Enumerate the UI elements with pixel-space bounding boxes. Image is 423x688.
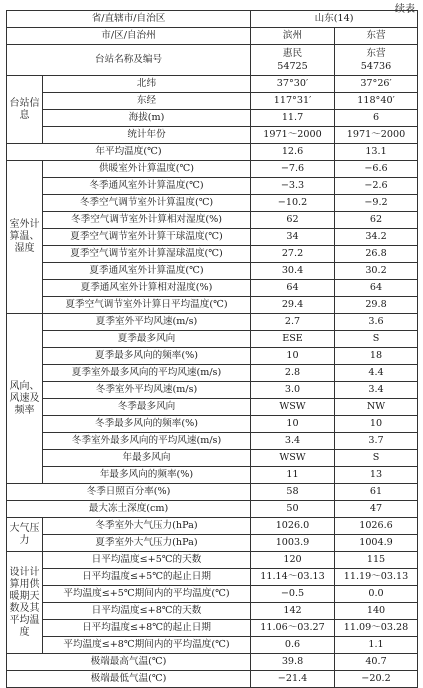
table-row — [7, 246, 418, 263]
value-cell: 142 — [251, 603, 335, 620]
value-cell: 18 — [335, 348, 418, 365]
table-row — [7, 416, 418, 433]
row-label: 夏季空气调节室外计算湿球温度(℃) — [43, 246, 251, 263]
table-row — [7, 365, 418, 382]
value-cell: 27.2 — [251, 246, 335, 263]
value-cell: 12.6 — [251, 144, 335, 161]
table-row — [7, 586, 418, 603]
table-row — [7, 637, 418, 654]
value-cell: −20.2 — [335, 671, 418, 688]
row-label: 日平均温度≤+5℃的起止日期 — [43, 569, 251, 586]
table-row — [7, 195, 418, 212]
value-cell: 3.0 — [251, 382, 335, 399]
value-cell: 62 — [335, 212, 418, 229]
value-cell: WSW — [251, 399, 335, 416]
row-label: 平均温度≤+5℃期间内的平均温度(℃) — [43, 586, 251, 603]
row-label: 供暖室外计算温度(℃) — [43, 161, 251, 178]
city-label: 市/区/自治州 — [7, 28, 251, 45]
city-cell: 滨州 — [251, 28, 335, 45]
value-cell: 29.8 — [335, 297, 418, 314]
value-cell: S — [335, 450, 418, 467]
table-row — [7, 348, 418, 365]
value-cell: 62 — [251, 212, 335, 229]
table-row — [7, 399, 418, 416]
value-cell: 1.1 — [335, 637, 418, 654]
row-label: 夏季通风室外计算相对湿度(%) — [43, 280, 251, 297]
value-cell: 61 — [335, 484, 418, 501]
row-label: 冬季通风室外计算温度(℃) — [43, 178, 251, 195]
category-label: 风向、风速及频率 — [7, 314, 43, 484]
row-label: 冬季室外平均风速(m/s) — [43, 382, 251, 399]
table-row — [7, 382, 418, 399]
table-row — [7, 229, 418, 246]
row-label: 夏季通风室外计算温度(℃) — [43, 263, 251, 280]
table-row — [7, 535, 418, 552]
table-row — [7, 501, 418, 518]
row-label: 夏季室外大气压力(hPa) — [43, 535, 251, 552]
value-cell: −2.6 — [335, 178, 418, 195]
value-cell: 37°30′ — [251, 76, 335, 93]
row-label: 冬季最多风向的频率(%) — [43, 416, 251, 433]
value-cell: 3.4 — [251, 433, 335, 450]
value-cell: 115 — [335, 552, 418, 569]
row-label: 日平均温度≤+8℃的天数 — [43, 603, 251, 620]
row-label: 极端最低气温(℃) — [7, 671, 251, 688]
row-label: 年最多风向的频率(%) — [43, 467, 251, 484]
value-cell: 30.2 — [335, 263, 418, 280]
category-label: 室外计算温、湿度 — [7, 161, 43, 314]
value-cell: NW — [335, 399, 418, 416]
province-row — [7, 11, 418, 28]
province-value: 山东(14) — [251, 11, 418, 28]
value-cell: −6.6 — [335, 161, 418, 178]
value-cell: ESE — [251, 331, 335, 348]
value-cell: 34.2 — [335, 229, 418, 246]
table-row — [7, 331, 418, 348]
row-label: 统计年份 — [43, 127, 251, 144]
value-cell: 2.7 — [251, 314, 335, 331]
value-cell: 2.8 — [251, 365, 335, 382]
value-cell: 26.8 — [335, 246, 418, 263]
row-label: 日平均温度≤+5℃的天数 — [43, 552, 251, 569]
row-label: 冬季空气调节室外计算温度(℃) — [43, 195, 251, 212]
table-row — [7, 314, 418, 331]
value-cell: −7.6 — [251, 161, 335, 178]
value-cell: S — [335, 331, 418, 348]
value-cell: 13 — [335, 467, 418, 484]
row-label: 夏季空气调节室外计算干球温度(℃) — [43, 229, 251, 246]
row-label: 极端最高气温(℃) — [7, 654, 251, 671]
row-label: 冬季室外最多风向的平均风速(m/s) — [43, 433, 251, 450]
table-row — [7, 654, 418, 671]
station-id: 54736 — [360, 61, 392, 72]
row-label: 北纬 — [43, 76, 251, 93]
value-cell: 3.6 — [335, 314, 418, 331]
row-label: 夏季空气调节室外计算日平均温度(℃) — [43, 297, 251, 314]
climate-data-table — [6, 10, 418, 688]
station-row — [7, 45, 418, 76]
value-cell: 11.14～03.13 — [251, 569, 335, 586]
value-cell: 40.7 — [335, 654, 418, 671]
row-label: 冬季室外大气压力(hPa) — [43, 518, 251, 535]
row-label: 年平均温度(℃) — [7, 144, 251, 161]
value-cell: 50 — [251, 501, 335, 518]
row-label: 日平均温度≤+8℃的起止日期 — [43, 620, 251, 637]
value-cell: 120 — [251, 552, 335, 569]
row-label: 冬季日照百分率(%) — [7, 484, 251, 501]
value-cell: 10 — [251, 416, 335, 433]
value-cell: 1971～2000 — [251, 127, 335, 144]
station-name: 惠民 — [282, 48, 303, 59]
value-cell: 1971～2000 — [335, 127, 418, 144]
value-cell: −9.2 — [335, 195, 418, 212]
value-cell: 37°26′ — [335, 76, 418, 93]
value-cell: 1026.0 — [251, 518, 335, 535]
value-cell: 0.0 — [335, 586, 418, 603]
value-cell: −10.2 — [251, 195, 335, 212]
value-cell: 4.4 — [335, 365, 418, 382]
value-cell: 30.4 — [251, 263, 335, 280]
table-row — [7, 144, 418, 161]
value-cell: 11.09～03.28 — [335, 620, 418, 637]
value-cell: 140 — [335, 603, 418, 620]
station-label: 台站名称及编号 — [7, 45, 251, 76]
value-cell: 6 — [335, 110, 418, 127]
station-cell — [335, 45, 418, 76]
station-cell — [251, 45, 335, 76]
table-row — [7, 212, 418, 229]
row-label: 最大冻土深度(cm) — [7, 501, 251, 518]
value-cell: 29.4 — [251, 297, 335, 314]
table-row — [7, 297, 418, 314]
value-cell: 34 — [251, 229, 335, 246]
city-row — [7, 28, 418, 45]
table-row — [7, 518, 418, 535]
row-label: 夏季室外最多风向的平均风速(m/s) — [43, 365, 251, 382]
value-cell: −21.4 — [251, 671, 335, 688]
table-row — [7, 569, 418, 586]
row-label: 冬季最多风向 — [43, 399, 251, 416]
value-cell: 3.7 — [335, 433, 418, 450]
table-row — [7, 93, 418, 110]
value-cell: −3.3 — [251, 178, 335, 195]
value-cell: 118°40′ — [335, 93, 418, 110]
table-row — [7, 552, 418, 569]
value-cell: 0.6 — [251, 637, 335, 654]
table-row — [7, 433, 418, 450]
value-cell: 11.7 — [251, 110, 335, 127]
value-cell: 13.1 — [335, 144, 418, 161]
value-cell: 58 — [251, 484, 335, 501]
province-label: 省/直辖市/自治区 — [7, 11, 251, 28]
station-id: 54725 — [277, 61, 308, 72]
value-cell: 39.8 — [251, 654, 335, 671]
value-cell: 64 — [335, 280, 418, 297]
value-cell: 117°31′ — [251, 93, 335, 110]
table-row — [7, 161, 418, 178]
value-cell: 11.06～03.27 — [251, 620, 335, 637]
continued-label: 续表 — [395, 4, 415, 15]
row-label: 海拔(m) — [43, 110, 251, 127]
value-cell: 10 — [251, 348, 335, 365]
category-label: 大气压力 — [7, 518, 43, 552]
value-cell: 64 — [251, 280, 335, 297]
table-row — [7, 484, 418, 501]
value-cell: 47 — [335, 501, 418, 518]
station-name: 东营 — [366, 48, 386, 59]
value-cell: 11.19～03.13 — [335, 569, 418, 586]
row-label: 年最多风向 — [43, 450, 251, 467]
value-cell: 3.4 — [335, 382, 418, 399]
value-cell: 10 — [335, 416, 418, 433]
value-cell: WSW — [251, 450, 335, 467]
row-label: 冬季空气调节室外计算相对湿度(%) — [43, 212, 251, 229]
table-row — [7, 76, 418, 93]
city-cell: 东营 — [335, 28, 418, 45]
value-cell: 11 — [251, 467, 335, 484]
row-label: 夏季最多风向 — [43, 331, 251, 348]
value-cell: 1026.6 — [335, 518, 418, 535]
row-label: 东经 — [43, 93, 251, 110]
value-cell: 1004.9 — [335, 535, 418, 552]
table-row — [7, 178, 418, 195]
table-row — [7, 450, 418, 467]
table-row — [7, 603, 418, 620]
table-row — [7, 110, 418, 127]
table-row — [7, 620, 418, 637]
row-label: 夏季室外平均风速(m/s) — [43, 314, 251, 331]
row-label: 夏季最多风向的频率(%) — [43, 348, 251, 365]
value-cell: 1003.9 — [251, 535, 335, 552]
table-row — [7, 127, 418, 144]
table-row — [7, 280, 418, 297]
table-row — [7, 263, 418, 280]
row-label: 平均温度≤+8℃期间内的平均温度(℃) — [43, 637, 251, 654]
value-cell: −0.5 — [251, 586, 335, 603]
category-label: 设计计算用供暖期天数及其平均温度 — [7, 552, 43, 654]
category-label: 台站信息 — [7, 76, 43, 144]
table-row — [7, 467, 418, 484]
table-row — [7, 671, 418, 688]
